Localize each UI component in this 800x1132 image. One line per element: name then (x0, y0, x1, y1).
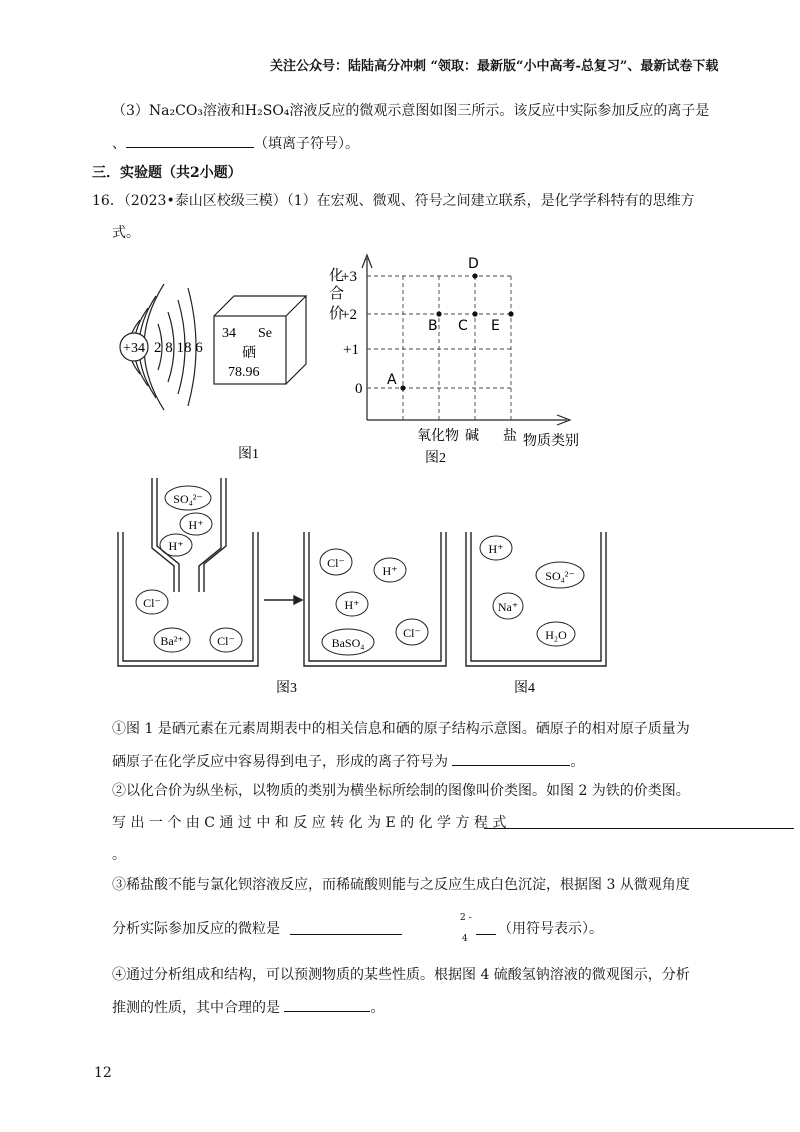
axes (362, 255, 570, 425)
point-c-label: C (458, 318, 468, 334)
particle-blank-1[interactable] (290, 921, 402, 935)
atomic-number: 34 (222, 326, 236, 341)
item-4-line2 (112, 998, 384, 1017)
x-tick-salt: 盐 (503, 429, 517, 444)
element-symbol: Se (258, 326, 272, 341)
beaker1-ion-cl-1: Cl⁻ (143, 596, 161, 610)
shell-electrons: 2 8 18 6 (154, 340, 203, 356)
beaker3-ion-na: Na⁺ (497, 600, 519, 614)
x-axis-label: 物质类别 (523, 434, 579, 449)
y-label-char-2: 合 (329, 286, 345, 302)
beaker1-ion-cl-2: Cl⁻ (217, 634, 235, 648)
page-header: 关注公众号：陆陆高分冲刺 “领取：最新版“小中高考-总复习”、最新试卷下载 (270, 59, 719, 74)
point-c (472, 311, 477, 316)
beaker3-h2o: H₂O (545, 628, 567, 642)
point-b-label: B (428, 318, 438, 334)
point-a-label: A (387, 372, 397, 388)
sulfate-fraction-top: 2 - (460, 913, 472, 923)
element-name: 硒 (242, 346, 256, 361)
property-blank[interactable] (284, 998, 370, 1012)
ion-symbol-blank[interactable] (452, 752, 570, 766)
q15-prefix: 、 (112, 136, 126, 152)
item-1-text: 硒原子在化学反应中容易得到电子，形成的离子符号为 (112, 754, 448, 770)
dropper-ion-h-2: H⁺ (168, 539, 184, 553)
beaker2-ion-h-1: H⁺ (382, 564, 398, 578)
beaker3-ion-so4: SO₄²⁻ (545, 569, 575, 583)
item-2-line2 (112, 814, 506, 832)
point-b (436, 311, 441, 316)
q15-part3-line1: （3）Na₂CO₃溶液和H₂SO₄溶液反应的微观示意图如图三所示。该反应中实际参加反应的离子是 (112, 103, 710, 119)
q15-answer-blank[interactable] (126, 134, 254, 148)
y-tick-zero: 0 (355, 381, 363, 397)
y-label-char-3: 价 (329, 306, 345, 322)
point-d (472, 273, 477, 278)
y-tick-plus2: +2 (341, 307, 357, 323)
figure-3 (110, 474, 455, 699)
item-3-line1: ③稀盐酸不能与氯化钡溶液反应，而稀硫酸则能与之反应生成白色沉淀，根据图 3 从微观角度 (112, 877, 690, 893)
figure-2-caption: 图2 (425, 451, 446, 466)
nucleus-charge: +34 (123, 341, 145, 356)
x-tick-base: 碱 (465, 429, 479, 444)
reaction-arrow (264, 596, 302, 604)
equation-blank[interactable] (484, 815, 794, 829)
sulfate-fraction-bottom: 4 (462, 934, 468, 944)
section-title: 三．实验题（共2小题） (92, 165, 242, 181)
figure-4-caption: 图4 (514, 681, 535, 696)
y-label-char-1: 化 (329, 268, 345, 284)
y-tick-plus3: +3 (341, 269, 357, 285)
dropper-ion-so4: SO₄²⁻ (173, 492, 203, 506)
point-d-label: D (468, 256, 479, 272)
item-2-text: 写 出 一 个 由 C 通 过 中 和 反 应 转 化 为 E 的 化 学 方 程 式 (112, 815, 507, 831)
item-2-line1: ②以化合价为纵坐标，以物质的类别为横坐标所绘制的图像叫价类图。如图 2 为铁的价类图。 (112, 783, 690, 799)
atomic-mass: 78.96 (228, 365, 260, 380)
figure-4 (462, 528, 612, 698)
item-2-end: 。 (112, 847, 126, 863)
beaker2-ion-h-2: H⁺ (344, 598, 360, 612)
item-1-line2 (112, 752, 584, 771)
y-tick-plus1: +1 (343, 342, 359, 358)
point-e (508, 311, 513, 316)
particle-blank-2[interactable] (476, 921, 496, 935)
figure-1-caption: 图1 (238, 447, 259, 462)
item-4-text: 推测的性质，其中合理的是 (112, 1000, 280, 1016)
point-e-label: E (491, 318, 500, 334)
x-tick-oxide: 氧化物 (417, 429, 459, 444)
item-3-line2: 分析实际参加反应的微粒是 (112, 921, 280, 937)
item-4-line1: ④通过分析组成和结构，可以预测物质的某些性质。根据图 4 硫酸氢钠溶液的微观图示，分析 (112, 967, 690, 983)
beaker-3 (466, 532, 606, 666)
figure-3-caption: 图3 (276, 681, 297, 696)
q15-suffix: （填离子符号）。 (254, 136, 359, 152)
beaker2-baso4: BaSO₄ (331, 636, 365, 650)
q16-line1: 16．（2023•泰山区校级三模）（1）在宏观、微观、符号之间建立联系，是化学学科特有的思维方 (92, 193, 695, 209)
item-1-end: 。 (570, 754, 585, 770)
point-a (400, 385, 405, 390)
beaker1-ion-ba: Ba²⁺ (160, 634, 184, 648)
figure-2 (325, 248, 600, 473)
item-4-end: 。 (370, 1000, 385, 1016)
dropper-ion-h-1: H⁺ (188, 518, 204, 532)
q15-part3-line2 (112, 134, 359, 153)
beaker3-ion-h: H⁺ (488, 542, 504, 556)
q16-line2: 式。 (112, 225, 140, 241)
page-number: 12 (94, 1065, 112, 1081)
item-3-end: （用符号表示）。 (498, 921, 603, 937)
figure-1 (100, 280, 320, 470)
grid (367, 276, 511, 420)
item-1-line1: ①图 1 是硒元素在元素周期表中的相关信息和硒的原子结构示意图。硒原子的相对原子质量为 (112, 721, 690, 737)
beaker2-ion-cl-2: Cl⁻ (403, 626, 421, 640)
beaker2-ion-cl-1: Cl⁻ (327, 556, 345, 570)
